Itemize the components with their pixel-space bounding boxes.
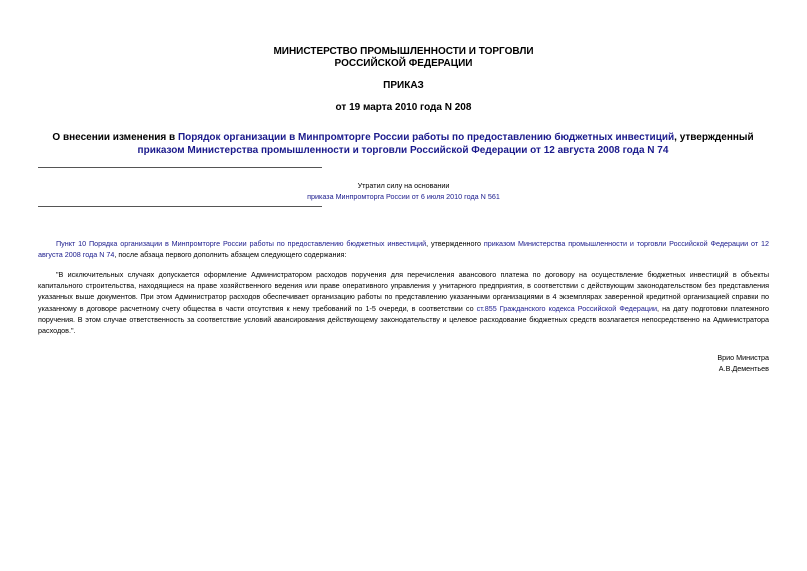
signatory-position: Врио Министра — [717, 353, 769, 362]
document-date: от 19 марта 2010 года N 208 — [335, 102, 472, 113]
document-type: ПРИКАЗ — [383, 80, 424, 91]
title-middle: , утвержденный — [674, 132, 754, 143]
p1-text-1: , утвержденного — [426, 239, 484, 248]
divider-bottom — [38, 206, 322, 207]
procedure-link[interactable]: Порядок организации в Минпромторге России работы по предоставлению бюджетных инвестиций — [177, 132, 675, 143]
civil-code-article-855-link[interactable]: ст.855 Гражданского кодекса Российской Федерации — [476, 303, 658, 313]
title-prefix: О внесении изменения в — [52, 132, 178, 143]
order-74-body-link[interactable]: приказом Министерства промышленности и торговли Российской Федерации от 12 августа 2008 года N 74 — [38, 239, 769, 260]
document-title — [36, 132, 770, 157]
p2-text-1: "В исключительных случаях допускается оформление Администратором расходов поручения для перечисления авансового платежа по договору на осуществление бюджетных инвестиций в объекты капитального строительства, находящиеся на праве хозяйственного ведения или праве оперативного управления у унитарного предприятия, в соответствии с действующим законодательством без представления указанных выше документов. При этом Администратор расходов обеспечивает организацию работы по представлению указанными организациями в 4 экземплярах заверенной кредитной организацией справки по указанному в договоре расчетному счету общества в части отсутствия к нему требований по 1-5 очереди, в соответствии со — [38, 270, 769, 313]
p1-text-2: , после абзаца первого дополнить абзацем следующего содержания: — [114, 250, 347, 260]
body-paragraph-1 — [38, 238, 769, 260]
status-line-wrap — [0, 191, 807, 202]
order-561-link[interactable]: приказа Минпромторга России от 6 июля 2010 года N 561 — [307, 192, 500, 201]
status-text: Утратил силу на основании — [357, 181, 450, 190]
order-74-link[interactable]: приказом Министерства промышленности и торговли Российской Федерации от 12 августа 2008 года N 74 — [137, 144, 669, 156]
divider-top — [38, 167, 322, 168]
signatory-name: А.В.Дементьев — [718, 364, 769, 373]
ministry-name-line2: РОССИЙСКОЙ ФЕДЕРАЦИИ — [334, 58, 473, 69]
ministry-name-line1: МИНИСТЕРСТВО ПРОМЫШЛЕННОСТИ И ТОРГОВЛИ — [273, 46, 534, 57]
procedure-point-10-link[interactable]: Пункт 10 Порядка организации в Минпромторге России работы по предоставлению бюджетных инвестиций — [56, 239, 427, 248]
p2-text-2: , на дату подготовки платежного поручения. В этом случае ответственность за соответствие условий авансирования действующему законодательству и целевое расходование бюджетных средств возлагается непосредственно на Администратора расходов.". — [38, 303, 769, 336]
body-paragraph-2 — [38, 269, 769, 336]
